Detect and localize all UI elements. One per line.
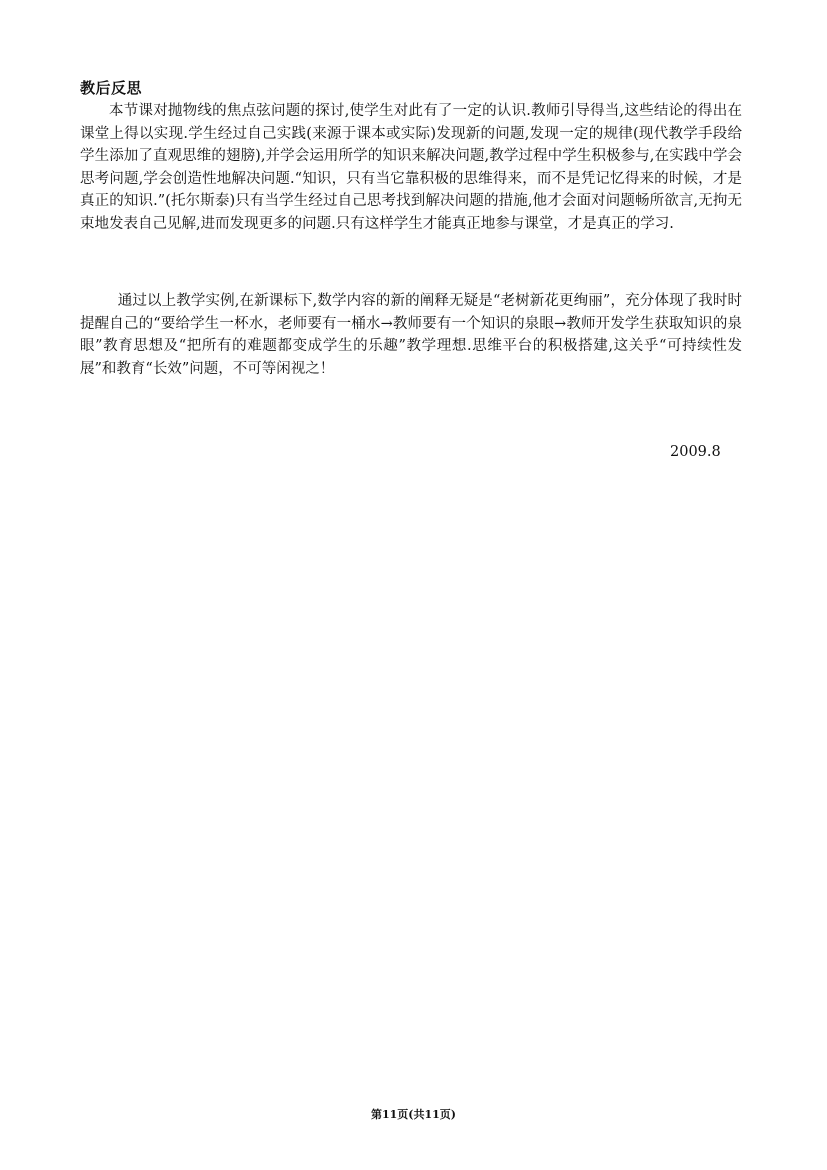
- reflection-paragraph: 本节课对抛物线的焦点弦问题的探讨,使学生对此有了一定的认识.教师引导得当,这些结论的得出在课堂上得以实现.学生经过自己实践(来源于课本或实际)发现新的问题,发现一定的规律(现代教学手段给学生添加了直观思维的翅膀),并学会运用所学的知识来解决问题,教学过程中学生积极参与,在实践中学会思考问题,学会创造性地解决问题.“知识，只有当它靠积极的思维得来，而不是凭记忆得来的时候，才是真正的知识.”(托尔斯泰)只有当学生经过自己思考找到解决问题的措施,他才会面对问题畅所欲言,无拘无束地发表自己见解,进而发现更多的问题.只有这样学生才能真正地参与课堂，才是真正的学习.: [80, 103, 742, 232]
- section-heading: 教后反思: [80, 79, 143, 97]
- document-date: 2009.8: [670, 444, 721, 460]
- page-number-footer: 第11页(共11页): [370, 1108, 457, 1121]
- conclusion-paragraph: 通过以上教学实例,在新课标下,数学内容的新的阐释无疑是“老树新花更绚丽”，充分体现了我时时提醒自己的“要给学生一杯水，老师要有一桶水→教师要有一个知识的泉眼→教师开发学生获取知识的泉眼”教育思想及“把所有的难题都变成学生的乐趣”教学理想.思维平台的积极搭建,这关乎“可持续性发展”和教育“长效”问题，不可等闲视之！: [80, 293, 742, 377]
